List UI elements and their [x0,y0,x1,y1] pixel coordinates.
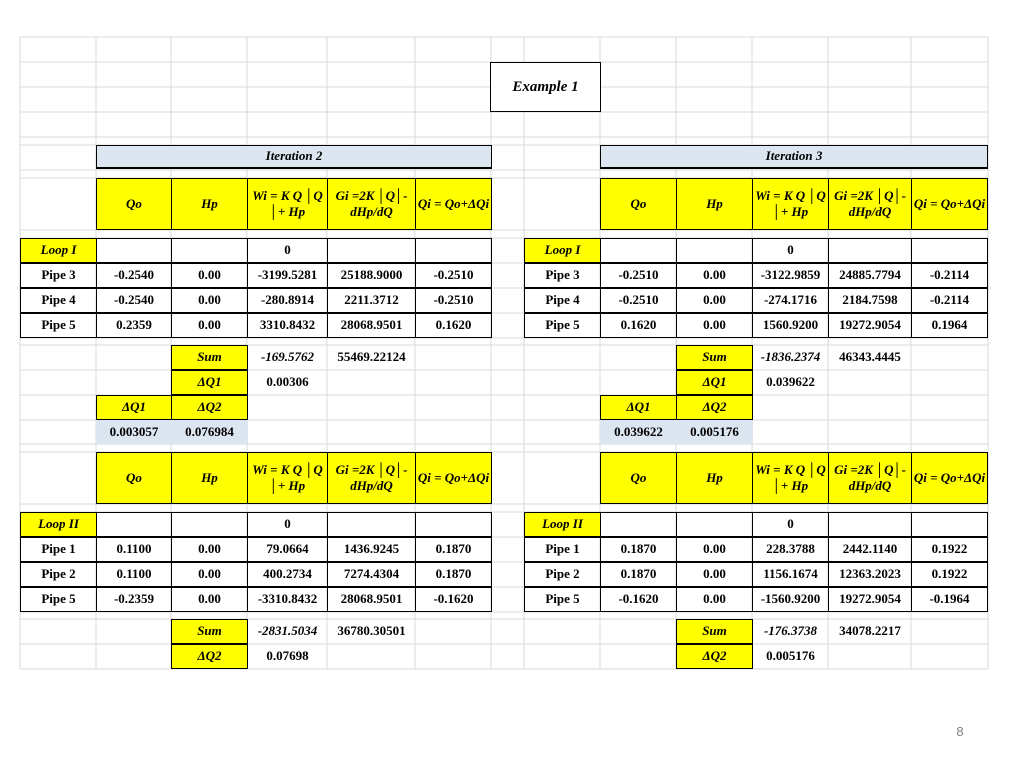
qo-value: -0.1620 [600,587,677,612]
delta-q-label: ΔQ2 [676,644,753,669]
header-hp: Hp [676,178,753,230]
wi-value: -3199.5281 [247,263,328,288]
pipe-name: Pipe 5 [524,587,601,612]
delta-q1-label: ΔQ1 [600,395,677,420]
qi-value: 0.1870 [415,537,492,562]
hp-value: 0.00 [676,537,753,562]
header-hp: Hp [171,452,248,504]
sum-gi: 46343.4445 [839,349,901,365]
delta-q-value: 0.00306 [266,374,309,390]
gi-value: 19272.9054 [828,587,912,612]
wi-total: 0 [247,512,328,537]
wi-value: 400.2734 [247,562,328,587]
wi-value: -3122.9859 [752,263,829,288]
empty-cell [600,512,677,537]
sum-label: Sum [171,345,248,370]
qo-value: 0.1870 [600,537,677,562]
gi-value: 28068.9501 [327,313,416,338]
empty-cell [911,238,988,263]
hp-value: 0.00 [171,537,248,562]
qi-value: -0.2510 [415,288,492,313]
delta-q2-value: 0.005176 [676,420,753,444]
empty-cell [828,238,912,263]
pipe-name: Pipe 1 [524,537,601,562]
header-qo: Qo [96,178,172,230]
qo-value: 0.1870 [600,562,677,587]
delta-q-label: ΔQ1 [171,370,248,395]
pipe-name: Pipe 4 [524,288,601,313]
empty-cell [171,238,248,263]
hp-value: 0.00 [676,587,753,612]
hp-value: 0.00 [171,288,248,313]
pipe-name: Pipe 5 [20,587,97,612]
wi-value: -280.8914 [247,288,328,313]
iteration-3-header: Iteration 3 [600,145,988,169]
loop-label: Loop II [524,512,601,537]
delta-q-value: 0.07698 [266,648,309,664]
empty-cell [600,238,677,263]
wi-total: 0 [752,512,829,537]
wi-value: 3310.8432 [247,313,328,338]
empty-cell [171,512,248,537]
sum-gi: 55469.22124 [337,349,406,365]
sum-wi: -176.3738 [763,623,818,639]
qi-value: 0.1922 [911,537,988,562]
gi-value: 2442.1140 [828,537,912,562]
qi-value: -0.2510 [415,263,492,288]
hp-value: 0.00 [676,313,753,338]
qo-value: 0.1620 [600,313,677,338]
header-wi: Wi = K Q │Q │+ Hp [752,452,829,504]
qo-value: -0.2510 [600,288,677,313]
empty-cell [96,512,172,537]
gi-value: 12363.2023 [828,562,912,587]
header-qi: Qi = Qo+ΔQi [415,178,492,230]
qo-value: 0.2359 [96,313,172,338]
delta-q2-label: ΔQ2 [676,395,753,420]
gi-value: 7274.4304 [327,562,416,587]
wi-total: 0 [752,238,829,263]
wi-value: 79.0664 [247,537,328,562]
pipe-name: Pipe 3 [524,263,601,288]
header-qi: Qi = Qo+ΔQi [415,452,492,504]
sum-label: Sum [676,619,753,644]
delta-q2-label: ΔQ2 [171,395,248,420]
gi-value: 28068.9501 [327,587,416,612]
empty-cell [676,512,753,537]
sum-gi: 36780.30501 [337,623,406,639]
pipe-name: Pipe 2 [524,562,601,587]
qi-value: 0.1870 [415,562,492,587]
header-gi: Gi =2K │Q│- dHp/dQ [327,452,416,504]
delta-q-label: ΔQ1 [676,370,753,395]
qi-value: -0.1964 [911,587,988,612]
hp-value: 0.00 [676,288,753,313]
loop-label: Loop I [20,238,97,263]
pipe-name: Pipe 2 [20,562,97,587]
qi-value: 0.1620 [415,313,492,338]
wi-value: 1560.9200 [752,313,829,338]
qi-value: -0.2114 [911,263,988,288]
empty-cell [676,238,753,263]
empty-cell [96,238,172,263]
sum-wi: -1836.2374 [760,349,821,365]
gi-value: 2211.3712 [327,288,416,313]
header-gi: Gi =2K │Q│- dHp/dQ [828,452,912,504]
page-number: 8 [956,724,964,739]
wi-value: -1560.9200 [752,587,829,612]
header-hp: Hp [676,452,753,504]
hp-value: 0.00 [171,587,248,612]
delta-q1-value: 0.003057 [96,420,172,444]
header-wi: Wi = K Q │Q │+ Hp [247,452,328,504]
gi-value: 19272.9054 [828,313,912,338]
hp-value: 0.00 [171,562,248,587]
gi-value: 24885.7794 [828,263,912,288]
delta-q-value: 0.039622 [766,374,815,390]
delta-q1-value: 0.039622 [600,420,677,444]
delta-q-label: ΔQ2 [171,644,248,669]
qo-value: -0.2510 [600,263,677,288]
sum-label: Sum [171,619,248,644]
delta-q2-value: 0.076984 [171,420,248,444]
pipe-name: Pipe 1 [20,537,97,562]
empty-cell [415,512,492,537]
qi-value: -0.2114 [911,288,988,313]
header-hp: Hp [171,178,248,230]
sum-gi: 34078.2217 [839,623,901,639]
sum-label: Sum [676,345,753,370]
hp-value: 0.00 [676,562,753,587]
wi-value: -3310.8432 [247,587,328,612]
qi-value: 0.1964 [911,313,988,338]
wi-value: 1156.1674 [752,562,829,587]
pipe-name: Pipe 5 [524,313,601,338]
hp-value: 0.00 [171,313,248,338]
qo-value: -0.2540 [96,288,172,313]
header-qo: Qo [600,452,677,504]
empty-cell [327,512,416,537]
header-qi: Qi = Qo+ΔQi [911,178,988,230]
header-gi: Gi =2K │Q│- dHp/dQ [828,178,912,230]
empty-cell [911,512,988,537]
iteration-2-header: Iteration 2 [96,145,492,169]
wi-value: -274.1716 [752,288,829,313]
qo-value: -0.2359 [96,587,172,612]
empty-cell [327,238,416,263]
header-qo: Qo [96,452,172,504]
wi-value: 228.3788 [752,537,829,562]
header-qo: Qo [600,178,677,230]
pipe-name: Pipe 5 [20,313,97,338]
loop-label: Loop I [524,238,601,263]
empty-cell [415,238,492,263]
pipe-name: Pipe 4 [20,288,97,313]
qo-value: 0.1100 [96,562,172,587]
pipe-name: Pipe 3 [20,263,97,288]
qo-value: 0.1100 [96,537,172,562]
wi-total: 0 [247,238,328,263]
header-qi: Qi = Qo+ΔQi [911,452,988,504]
hp-value: 0.00 [676,263,753,288]
qo-value: -0.2540 [96,263,172,288]
header-gi: Gi =2K │Q│- dHp/dQ [327,178,416,230]
header-wi: Wi = K Q │Q │+ Hp [247,178,328,230]
sum-wi: -2831.5034 [257,623,318,639]
gi-value: 25188.9000 [327,263,416,288]
delta-q1-label: ΔQ1 [96,395,172,420]
qi-value: 0.1922 [911,562,988,587]
gi-value: 2184.7598 [828,288,912,313]
empty-cell [828,512,912,537]
header-wi: Wi = K Q │Q │+ Hp [752,178,829,230]
gi-value: 1436.9245 [327,537,416,562]
qi-value: -0.1620 [415,587,492,612]
hp-value: 0.00 [171,263,248,288]
delta-q-value: 0.005176 [766,648,815,664]
example-title: Example 1 [490,62,601,112]
sum-wi: -169.5762 [260,349,315,365]
loop-label: Loop II [20,512,97,537]
